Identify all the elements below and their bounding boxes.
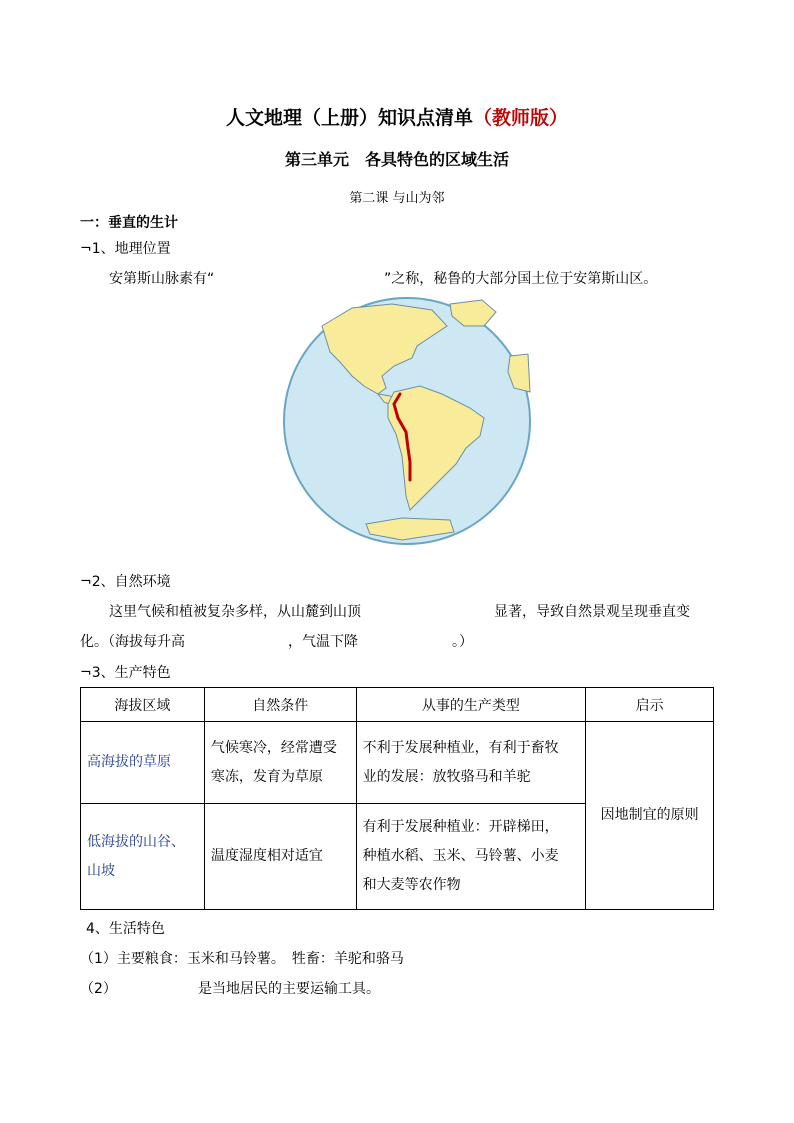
table-header: 海拔区域 — [81, 688, 205, 722]
table-header: 自然条件 — [204, 688, 356, 722]
environment-text-b: 显著，导致自然景观呈现垂直变 — [494, 604, 690, 620]
subsection-3-label: ¬3、生产特色 — [80, 665, 171, 681]
table-cell-production: 有利于发展种植业：开辟梯田， 种植水稻、玉米、马铃薯、小麦 和大麦等农作物 — [356, 804, 586, 910]
environment-text-e: 。） — [452, 634, 473, 650]
not-sign-icon: ¬ — [80, 665, 92, 681]
globe-map — [282, 296, 532, 546]
life-line-2a: （2） — [80, 981, 117, 997]
unit-title: 第三单元 各具特色的区域生活 — [284, 150, 509, 169]
table-cell-lesson: 因地制宜的原则 — [586, 722, 714, 910]
title-main: 人文地理（上册）知识点清单 — [225, 107, 473, 129]
title-tag: （教师版） — [473, 107, 569, 129]
environment-text-c: 化。（海拔每升高 — [80, 634, 185, 650]
section-heading: 一：垂直的生计 — [80, 215, 178, 231]
production-table — [80, 687, 714, 910]
life-line-1: （1）主要粮食：玉米和马铃薯。 牲畜：羊驼和骆马 — [80, 951, 404, 967]
table-cell-condition: 温度湿度相对适宜 — [204, 804, 356, 910]
subsection-1-label: ¬1、地理位置 — [80, 241, 171, 257]
environment-text-a: 这里气候和植被复杂多样，从山麓到山顶 — [109, 604, 361, 620]
table-header: 从事的生产类型 — [356, 688, 586, 722]
table-header: 启示 — [586, 688, 714, 722]
table-cell-area: 低海拔的山谷、 山坡 — [81, 804, 205, 910]
table-cell-production: 不利于发展种植业，有利于畜牧 业的发展：放牧骆马和羊驼 — [356, 722, 586, 804]
page-title — [0, 103, 794, 130]
not-sign-icon: ¬ — [80, 574, 92, 590]
location-text-a: 安第斯山脉素有“ — [109, 271, 215, 287]
table-cell-area: 高海拔的草原 — [81, 722, 205, 804]
table-header-row — [81, 688, 714, 722]
location-text-b: ”之称，秘鲁的大部分国土位于安第斯山区。 — [384, 271, 658, 287]
subsection-4-label: 4、生活特色 — [86, 921, 165, 937]
table-row — [81, 722, 714, 804]
environment-text-d: ，气温下降 — [288, 634, 358, 650]
subsection-2-label: ¬2、自然环境 — [80, 574, 171, 590]
not-sign-icon: ¬ — [80, 241, 92, 257]
life-line-2b: 是当地居民的主要运输工具。 — [198, 981, 380, 997]
lesson-title: 第二课 与山为邻 — [349, 191, 445, 206]
table-cell-condition: 气候寒冷，经常遭受 寒冻，发育为草原 — [204, 722, 356, 804]
